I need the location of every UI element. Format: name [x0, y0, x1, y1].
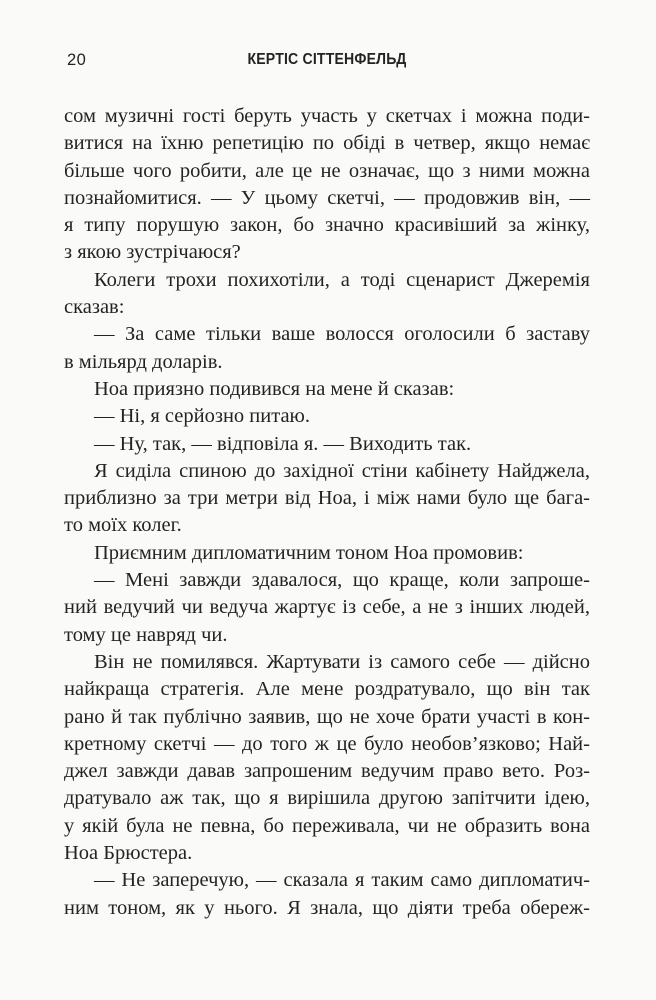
- paragraph: [64, 321, 590, 376]
- paragraph: [64, 103, 590, 267]
- paragraph: [64, 403, 590, 430]
- paragraph: [64, 267, 590, 322]
- text-line: Він не помилявся. Жартувати із самого себе — дійсно: [94, 650, 590, 673]
- text-line: Приємним дипломатичним тоном Ноа промовив:: [94, 541, 524, 564]
- text-line: ним тоном, як у нього. Я знала, що діяти треба обереж-: [64, 896, 590, 919]
- text-line: Ноа приязно подивився на мене й сказав:: [94, 377, 455, 400]
- paragraph: [64, 540, 590, 567]
- text-block: [64, 103, 590, 922]
- page-number: 20: [67, 51, 87, 69]
- text-line: з якою зустрічаюся?: [64, 241, 241, 264]
- text-line: — Ну, так, — відповіла я. — Виходить так.: [94, 432, 472, 455]
- text-line: дратувало аж так, що я вирішила другою запітчити ідею,: [64, 787, 590, 810]
- text-line: Я сиділа спиною до західної стіни кабінету Найджела,: [94, 459, 590, 482]
- page-header: [64, 50, 590, 72]
- paragraph: [64, 431, 590, 458]
- text-line: — За саме тільки ваше волосся оголосили б заставу: [94, 323, 590, 346]
- text-line: я типу порушую закон, бо значно красивіший за жінку,: [64, 214, 590, 237]
- text-line: Колеги трохи похихотіли, а тоді сценарист Джеремія: [94, 268, 590, 291]
- text-line: тому це навряд чи.: [64, 623, 228, 646]
- text-line: познайомитися. — У цьому скетчі, — продовжив він, —: [64, 186, 590, 209]
- text-line: то моїх колег.: [64, 514, 182, 537]
- text-line: більше чого робити, але це не означає, що з ними можна: [64, 159, 590, 182]
- text-line: — Ні, я серйозно питаю.: [94, 405, 310, 428]
- text-line: сом музичні гості беруть участь у скетчах і можна поди-: [64, 105, 590, 127]
- text-line: в мільярд доларів.: [64, 350, 223, 373]
- text-line: приблизно за три метри від Ноа, і між нами було ще бага-: [64, 487, 590, 510]
- text-line: Ноа Брюстера.: [64, 842, 193, 865]
- text-line: витися на їхню репетицію по обіді в четвер, якщо немає: [64, 132, 590, 155]
- text-line: найкраща стратегія. Але мене роздратувало, що він так: [64, 678, 590, 701]
- text-line: кретному скетчі — до того ж це було необов’язково; Най-: [64, 732, 590, 755]
- running-head: КЕРТІС СІТТЕНФЕЛЬД: [247, 51, 407, 68]
- text-line: джел завжди давав запрошеним ведучим право вето. Роз-: [64, 760, 590, 783]
- text-line: рано й так публічно заявив, що не хоче брати участі в кон-: [64, 705, 590, 728]
- text-line: ний ведучий чи ведуча жартує із себе, а не з інших людей,: [64, 596, 590, 619]
- text-line: — Мені завжди здавалося, що краще, коли запроше-: [94, 569, 590, 592]
- text-line: сказав:: [64, 296, 125, 319]
- text-line: у якій була не певна, бо переживала, чи не образить вона: [64, 814, 590, 837]
- paragraph: [64, 458, 590, 540]
- paragraph: [64, 567, 590, 649]
- paragraph: [64, 649, 590, 867]
- text-line: — Не заперечую, — сказала я таким само дипломатич-: [94, 869, 590, 892]
- paragraph: [64, 867, 590, 922]
- paragraph: [64, 376, 590, 403]
